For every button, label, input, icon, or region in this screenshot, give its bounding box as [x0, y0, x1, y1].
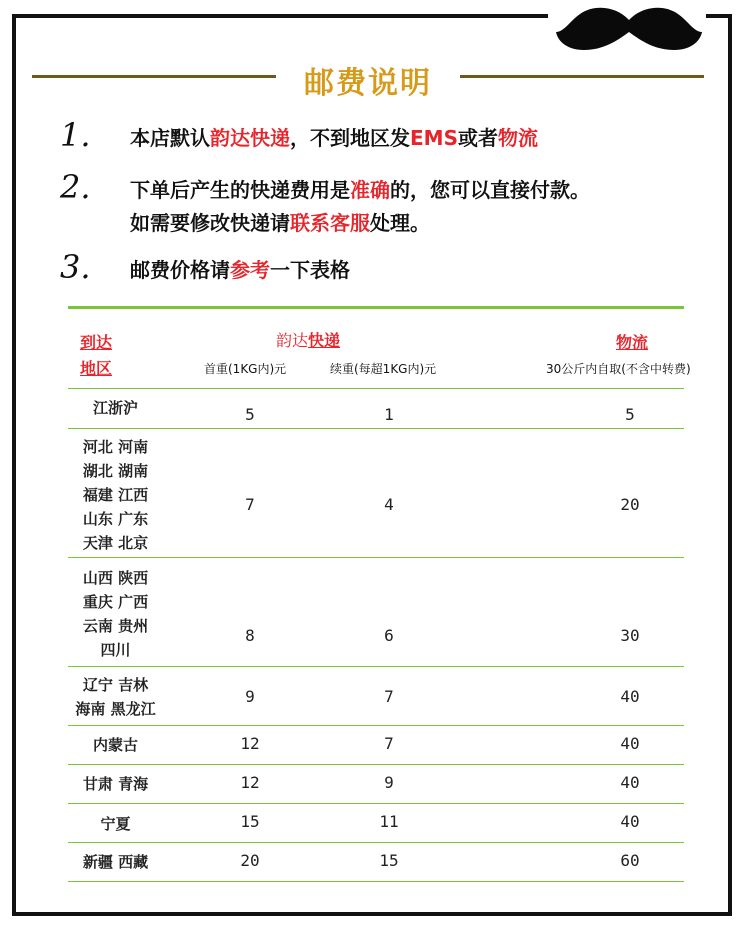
header-arrive: 到达 [80, 333, 113, 352]
logistics-cell: 40 [620, 687, 640, 706]
logistics-cell: 30 [620, 626, 640, 645]
page-title: 邮费说明 [304, 66, 432, 101]
first-weight-cell: 12 [240, 773, 260, 792]
first-weight-cell: 20 [240, 851, 260, 870]
table-row [68, 429, 684, 558]
table-row [68, 843, 684, 882]
extra-weight-cell: 15 [379, 851, 399, 870]
subheader-extra-weight: 续重(每超1KG内)元 [330, 362, 437, 376]
region-cell: 新疆 西藏 [82, 853, 149, 871]
table-row [68, 804, 684, 843]
extra-weight-cell: 4 [384, 495, 394, 514]
title-divider-left [32, 75, 276, 78]
note-2 [60, 168, 700, 238]
logistics-cell: 5 [625, 405, 635, 424]
extra-weight-cell: 7 [384, 687, 394, 706]
region-cell: 内蒙古 [92, 736, 138, 754]
first-weight-cell: 9 [245, 687, 255, 706]
region-cell: 河北 河南 湖北 湖南 福建 江西 山东 广东 天津 北京 [82, 438, 149, 552]
header-region: 地区 [80, 359, 113, 378]
extra-weight-cell: 1 [384, 405, 394, 424]
note-3 [60, 248, 700, 288]
table-row [68, 389, 684, 429]
mustache-icon [554, 2, 704, 52]
region-cell: 宁夏 [100, 815, 131, 833]
note-text: 下单后产生的快递费用是准确的，您可以直接付款。 如需要修改快递请联系客服处理。 [130, 178, 590, 235]
note-number: 1. [60, 116, 91, 154]
subheader-first-weight: 首重(1KG内)元 [204, 362, 287, 376]
logistics-cell: 60 [620, 851, 640, 870]
extra-weight-cell: 7 [384, 734, 394, 753]
note-1 [60, 116, 700, 156]
first-weight-cell: 15 [240, 812, 260, 831]
table-row [68, 558, 684, 667]
logistics-cell: 40 [620, 734, 640, 753]
note-number: 3. [60, 248, 91, 286]
note-text: 本店默认韵达快递，不到地区发EMS或者物流 [130, 126, 538, 150]
region-cell: 山西 陕西 重庆 广西 云南 贵州 四川 [82, 569, 149, 659]
title-divider-right [460, 75, 704, 78]
header-logistics: 物流 [616, 333, 649, 352]
table-top-rule [68, 306, 684, 309]
logistics-cell: 20 [620, 495, 640, 514]
note-text: 邮费价格请参考一下表格 [130, 258, 350, 282]
logistics-cell: 40 [620, 773, 640, 792]
table-row [68, 765, 684, 804]
first-weight-cell: 12 [240, 734, 260, 753]
region-cell: 辽宁 吉林 海南 黑龙江 [75, 676, 156, 718]
first-weight-cell: 8 [245, 626, 255, 645]
title-row [32, 58, 704, 101]
first-weight-cell: 7 [245, 495, 255, 514]
table-row [68, 667, 684, 726]
subheader-logistics: 30公斤内自取(不含中转费) [546, 362, 691, 376]
region-cell: 甘肃 青海 [82, 775, 149, 793]
logistics-cell: 40 [620, 812, 640, 831]
extra-weight-cell: 11 [379, 812, 399, 831]
extra-weight-cell: 9 [384, 773, 394, 792]
extra-weight-cell: 6 [384, 626, 394, 645]
table-row [68, 726, 684, 765]
region-cell: 江浙沪 [92, 399, 138, 417]
first-weight-cell: 5 [245, 405, 255, 424]
header-yunda: 韵达快递 [276, 331, 341, 350]
note-number: 2. [60, 168, 91, 206]
